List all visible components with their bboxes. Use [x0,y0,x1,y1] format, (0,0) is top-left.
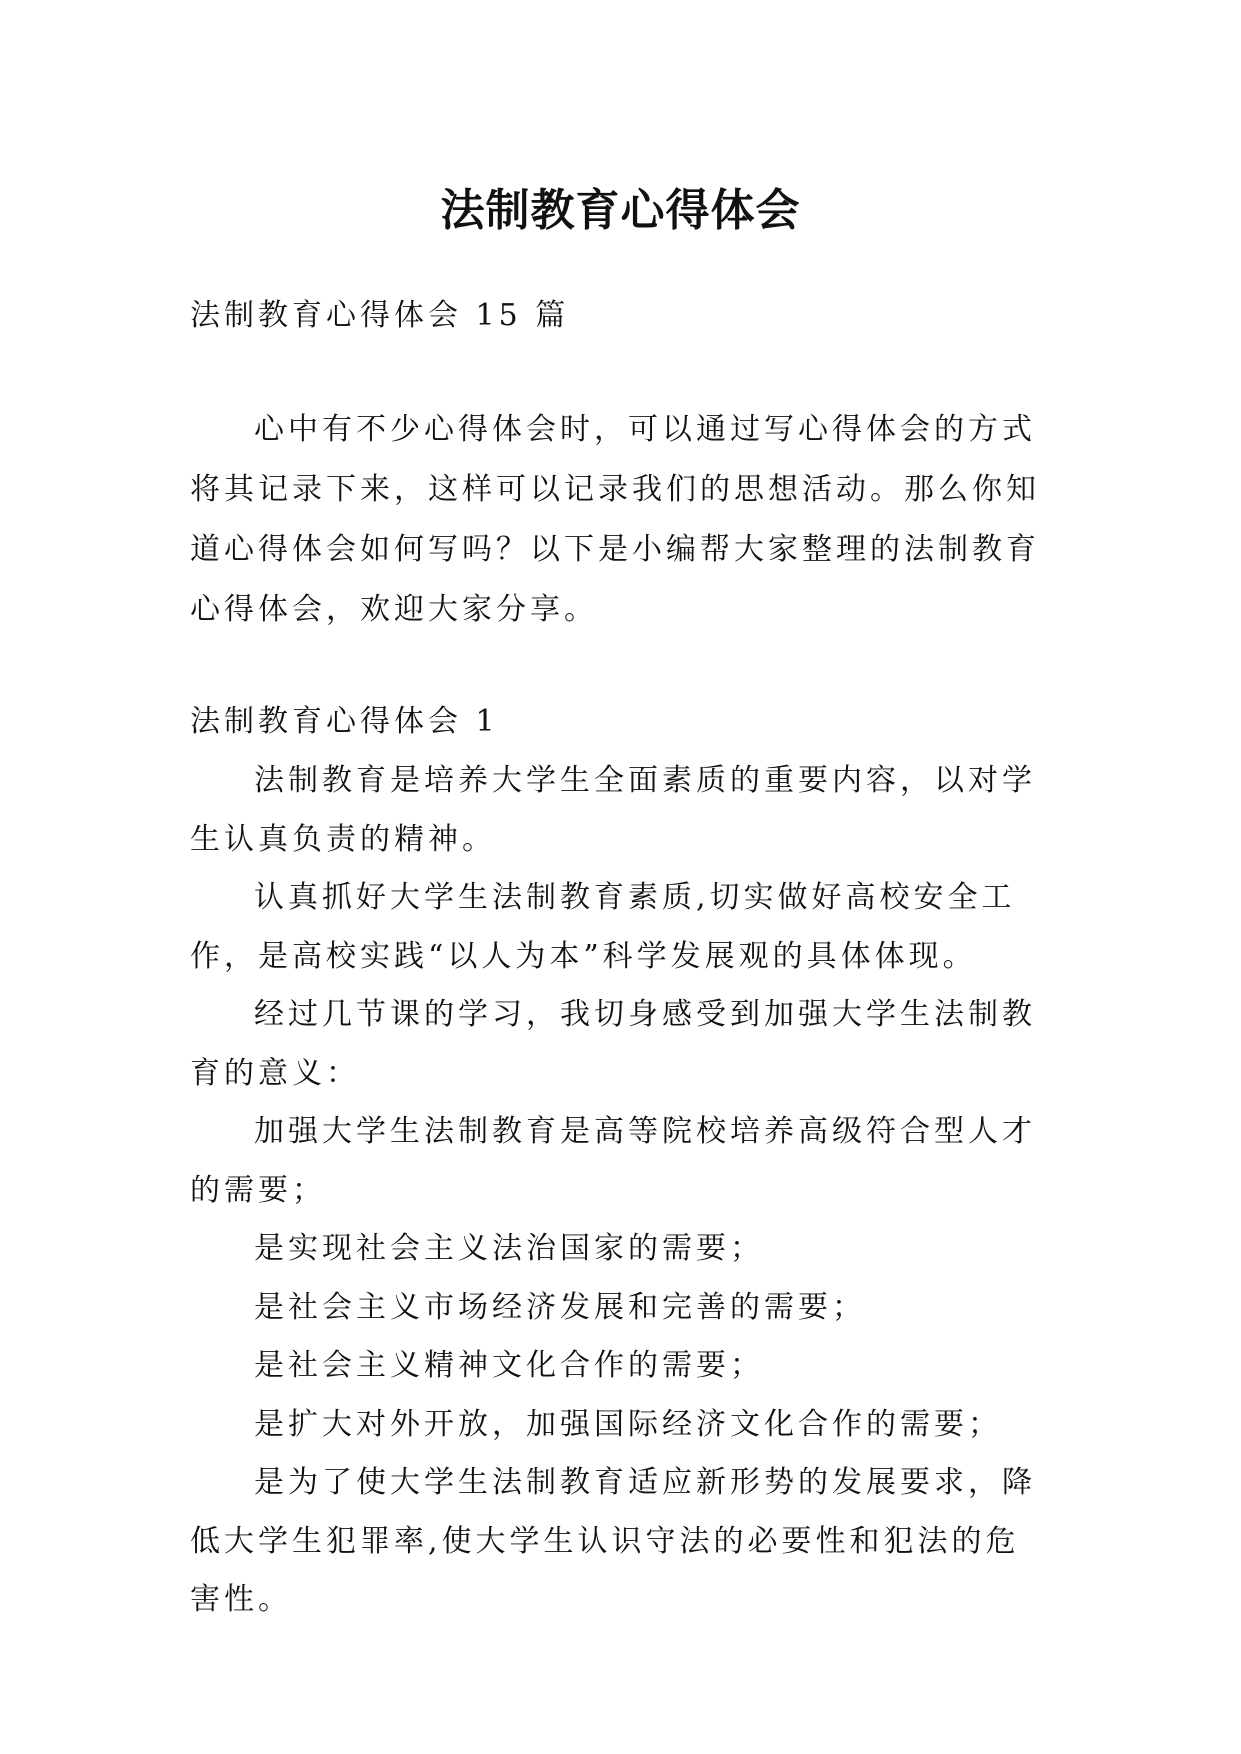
paragraph: 是实现社会主义法治国家的需要； [254,1231,764,1266]
paragraph: 法制教育是培养大学生全面素质的重要内容，以对学生认真负责的精神。 [190,763,1036,857]
intro-paragraph: 心中有不少心得体会时，可以通过写心得体会的方式将其记录下来，这样可以记录我们的思想活动。那么你知道心得体会如何写吗？以下是小编帮大家整理的法制教育心得体会，欢迎大家分享。 [190,412,1040,627]
paragraph: 加强大学生法制教育是高等院校培养高级符合型人才的需要； [190,1114,1036,1208]
paragraph: 认真抓好大学生法制教育素质,切实做好高校安全工作，是高校实践“以人为本”科学发展观的具体体现。 [190,880,1016,974]
section-body [190,752,1050,1630]
paragraph: 是社会主义精神文化合作的需要； [254,1348,764,1383]
paragraph: 是为了使大学生法制教育适应新形势的发展要求，降低大学生犯罪率,使大学生认识守法的必要性和犯法的危害性。 [190,1465,1036,1617]
document-subtitle: 法制教育心得体会 15 篇 [190,298,570,333]
section-heading: 法制教育心得体会 1 [190,704,499,739]
paragraph: 是社会主义市场经济发展和完善的需要； [254,1289,866,1325]
paragraph: 是扩大对外开放，加强国际经济文化合作的需要； [254,1406,1002,1442]
paragraph: 经过几节课的学习，我切身感受到加强大学生法制教育的意义： [190,997,1036,1091]
document-title: 法制教育心得体会 [440,185,801,237]
